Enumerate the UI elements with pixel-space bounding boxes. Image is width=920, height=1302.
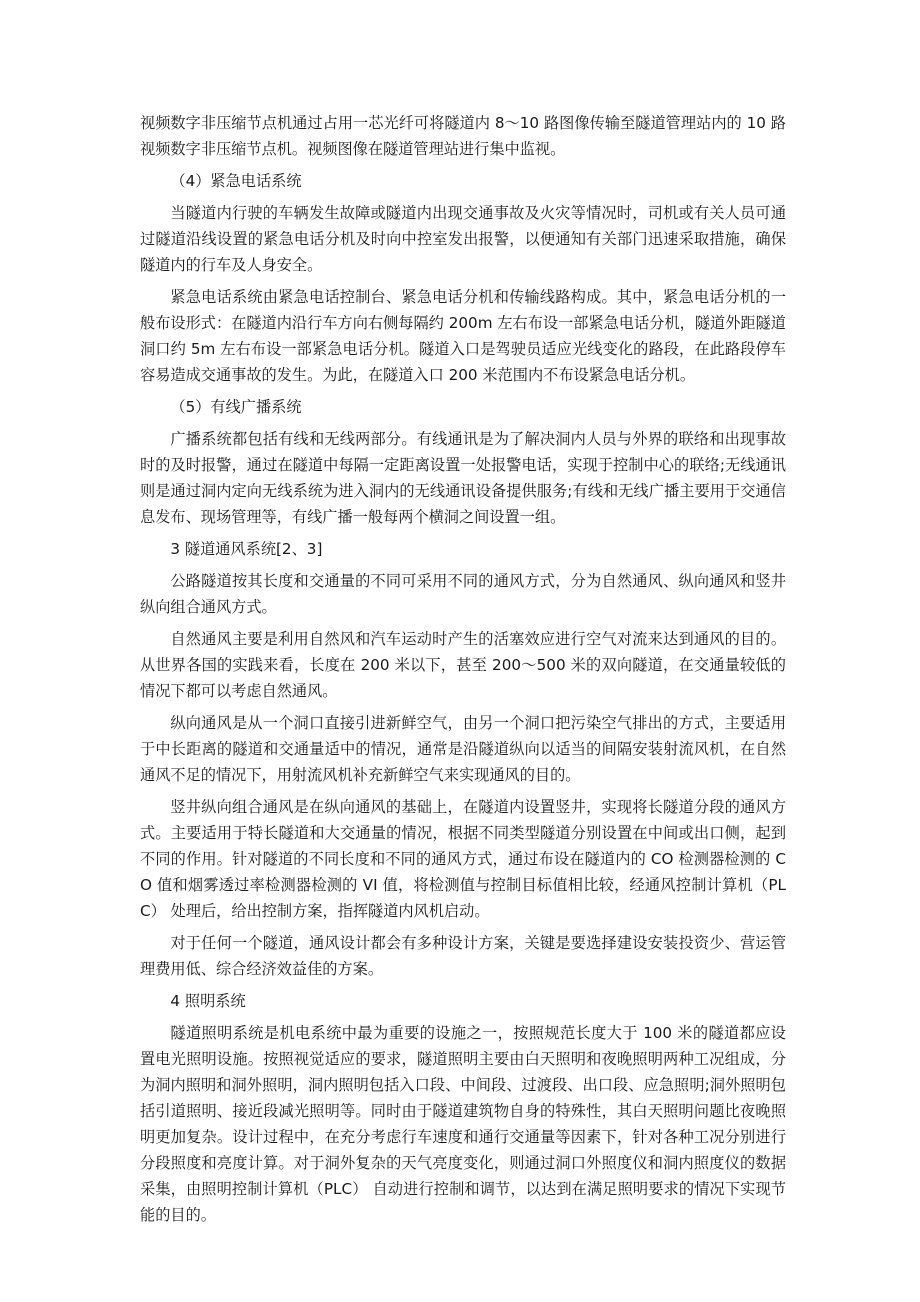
paragraph-natural-ventilation: 自然通风主要是利用自然风和汽车运动时产生的活塞效应进行空气对流来达到通风的目的。从世界各国的实践来看，长度在 200 米以下，甚至 200～500 米的双向隧道，在交通量较低的情况下都可以考虑自然通风。 <box>140 630 786 700</box>
heading-lighting: 4 照明系统 <box>170 992 246 1010</box>
paragraph-ventilation-modes: 公路隧道按其长度和交通量的不同可采用不同的通风方式，分为自然通风、纵向通风和竖井纵向组合通风方式。 <box>140 572 786 616</box>
paragraph-broadcast-system: 广播系统都包括有线和无线两部分。有线通讯是为了解决洞内人员与外界的联络和出现事故时的及时报警，通过在隧道中每隔一定距离设置一处报警电话，实现于控制中心的联络;无线通讯则是通过洞内定向无线系统为进入洞内的无线通讯设备提供服务;有线和无线广播主要用于交通信息发布、现场管理等，有线广播一般每两个横洞之间设置一组。 <box>140 430 786 526</box>
paragraph-emergency-phone-usage: 当隧道内行驶的车辆发生故障或隧道内出现交通事故及火灾等情况时，司机或有关人员可通过隧道沿线设置的紧急电话分机及时向中控室发出报警，以便通知有关部门迅速采取措施，确保隧道内的行车及人身安全。 <box>140 204 786 274</box>
paragraph-emergency-phone-layout: 紧急电话系统由紧急电话控制台、紧急电话分机和传输线路构成。其中，紧急电话分机的一般布设形式：在隧道内沿行车方向右侧每隔约 200m 左右布设一部紧急电话分机，隧道外距隧道洞口约 5m 左右布设一部紧急电话分机。隧道入口是驾驶员适应光线变化的路段，在此路段停车容易造成交通事故的发生。为此，在隧道入口 200 米范围内不布设紧急电话分机。 <box>140 288 786 384</box>
heading-emergency-phone: （4）紧急电话系统 <box>170 172 302 190</box>
paragraph-video-transmission: 视频数字非压缩节点机通过占用一芯光纤可将隧道内 8～10 路图像传输至隧道管理站内的 10 路视频数字非压缩节点机。视频图像在隧道管理站进行集中监视。 <box>140 114 786 158</box>
paragraph-ventilation-design: 对于任何一个隧道，通风设计都会有多种设计方案，关键是要选择建设安装投资少、营运管理费用低、综合经济效益佳的方案。 <box>140 934 786 978</box>
paragraph-longitudinal-ventilation: 纵向通风是从一个洞口直接引进新鲜空气，由另一个洞口把污染空气排出的方式，主要适用于中长距离的隧道和交通量适中的情况，通常是沿隧道纵向以适当的间隔安装射流风机，在自然通风不足的情况下，用射流风机补充新鲜空气来实现通风的目的。 <box>140 714 786 784</box>
heading-ventilation: 3 隧道通风系统[2、3] <box>170 540 323 558</box>
heading-wired-broadcast: （5）有线广播系统 <box>170 398 302 416</box>
document-body <box>140 110 786 1234</box>
paragraph-shaft-ventilation: 竖井纵向组合通风是在纵向通风的基础上，在隧道内设置竖井，实现将长隧道分段的通风方式。主要适用于特长隧道和大交通量的情况，根据不同类型隧道分别设置在中间或出口侧，起到不同的作用。针对隧道的不同长度和不同的通风方式，通过布设在隧道内的 CO 检测器检测的 CO 值和烟雾透过率检测器检测的 VI 值，将检测值与控制目标值相比较，经通风控制计算机（PLC） 处理后，给出控制方案，指挥隧道内风机启动。 <box>140 798 786 920</box>
paragraph-lighting-system: 隧道照明系统是机电系统中最为重要的设施之一，按照规范长度大于 100 米的隧道都应设置电光照明设施。按照视觉适应的要求，隧道照明主要由白天照明和夜晚照明两种工况组成，分为洞内照明和洞外照明，洞内照明包括入口段、中间段、过渡段、出口段、应急照明;洞外照明包括引道照明、接近段减光照明等。同时由于隧道建筑物自身的特殊性，其白天照明问题比夜晚照明更加复杂。设计过程中，在充分考虑行车速度和通行交通量等因素下，针对各种工况分别进行分段照度和亮度计算。对于洞外复杂的天气亮度变化，则通过洞口外照度仪和洞内照度仪的数据采集，由照明控制计算机（PLC） 自动进行控制和调节，以达到在满足照明要求的情况下实现节能的目的。 <box>140 1024 786 1224</box>
